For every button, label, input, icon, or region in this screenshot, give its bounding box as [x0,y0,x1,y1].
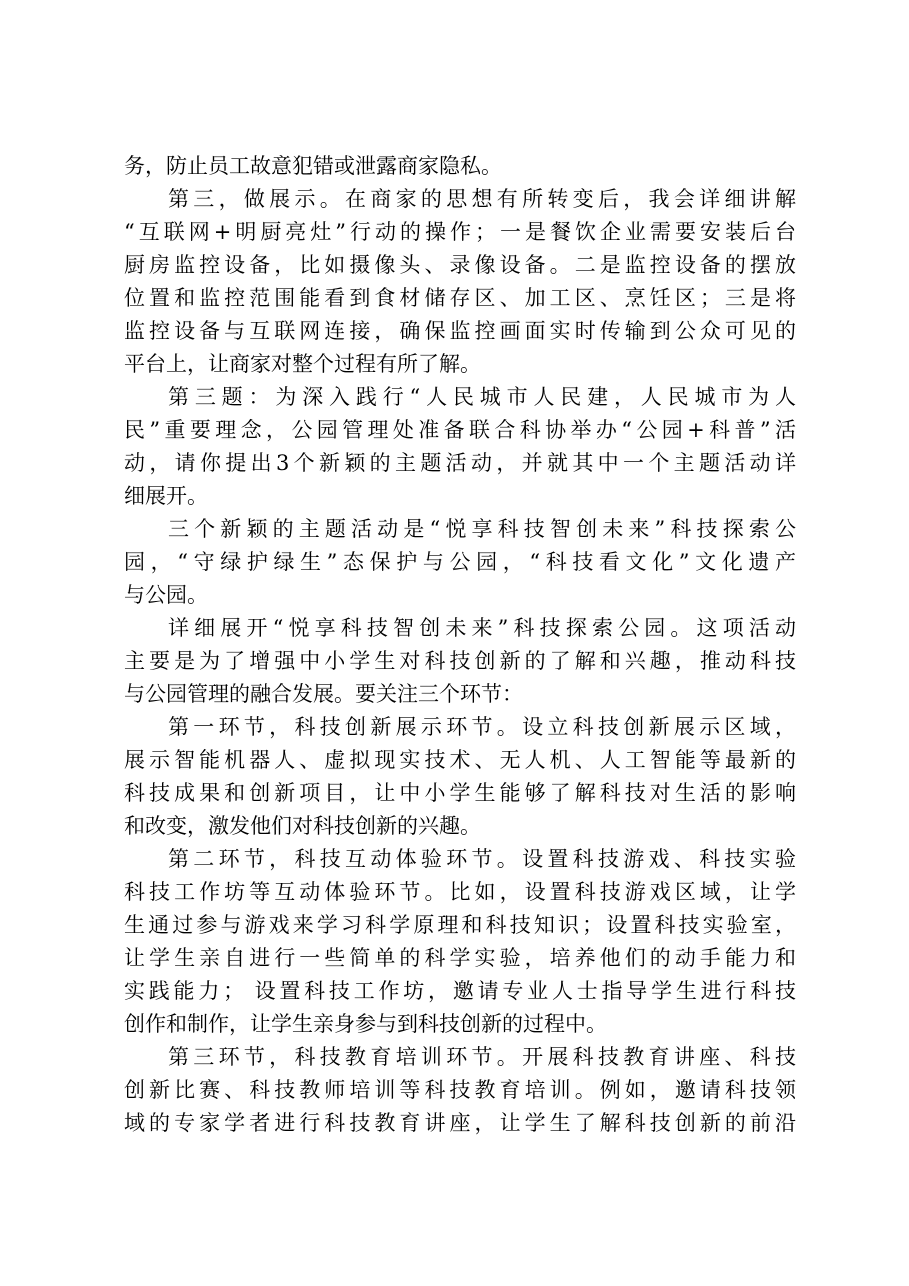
text-line: 细展开。 [124,484,208,508]
text-line: 和改变，激发他们对科技创新的兴趣。 [124,814,481,838]
paragraph-first-line: 第二环节，科技互动体验环节。设置科技游戏、科技实验 [168,847,796,871]
paragraph-first-line: 第三环节，科技教育培训环节。开展科技教育讲座、科技 [168,1045,796,1069]
text-line: 实践能力； 设置科技工作坊，邀请专业人士指导学生进行科技 [124,979,796,1003]
text-line: 展示智能机器人、虚拟现实技术、无人机、人工智能等最新的 [124,748,796,772]
text-line: 厨房监控设备，比如摄像头、录像设备。二是监控设备的摆放 [124,253,796,277]
text-line: “互联网+明厨亮灶”行动的操作；一是餐饮企业需要安装后台 [124,220,796,244]
paragraph-first-line: 第三，做展示。在商家的思想有所转变后，我会详细讲解 [168,187,796,211]
text-line: 生通过参与游戏来学习科学原理和科技知识；设置科技实验室， [124,913,796,937]
text-line: 科技工作坊等互动体验环节。比如，设置科技游戏区域，让学 [124,880,796,904]
paragraph-first-line: 三个新颖的主题活动是“悦享科技智创未来”科技探索公 [168,517,796,541]
text-line: 与公园管理的融合发展。要关注三个环节： [124,682,523,706]
text-line: 与公园。 [124,583,208,607]
text-line: 位置和监控范围能看到食材储存区、加工区、烹饪区；三是将 [124,286,796,310]
text-line: 主要是为了增强中小学生对科技创新的了解和兴趣，推动科技 [124,649,796,673]
text-line: 平台上，让商家对整个过程有所了解。 [124,352,481,376]
paragraph-first-line: 第三题：为深入践行“人民城市人民建，人民城市为人 [168,385,796,409]
paragraph-first-line: 详细展开“悦享科技智创未来”科技探索公园。这项活动 [168,616,796,640]
text-line: 园，“守绿护绿生”态保护与公园，“科技看文化”文化遗产 [124,550,796,574]
text-line: 创作和制作，让学生亲身参与到科技创新的过程中。 [124,1012,607,1036]
text-line: 创新比赛、科技教师培训等科技教育培训。例如，邀请科技领 [124,1078,796,1102]
text-line: 动，请你提出3个新颖的主题活动，并就其中一个主题活动详 [124,451,796,475]
text-line: 科技成果和创新项目，让中小学生能够了解科技对生活的影响 [124,781,796,805]
text-line: 民”重要理念，公园管理处准备联合科协举办“公园+科普”活 [124,418,796,442]
text-line: 务，防止员工故意犯错或泄露商家隐私。 [124,154,502,178]
text-line: 域的专家学者进行科技教育讲座，让学生了解科技创新的前沿 [124,1111,796,1135]
paragraph-first-line: 第一环节，科技创新展示环节。设立科技创新展示区域， [168,715,796,739]
document-page [124,150,796,1140]
text-line: 让学生亲自进行一些简单的科学实验，培养他们的动手能力和 [124,946,796,970]
text-line: 监控设备与互联网连接，确保监控画面实时传输到公众可见的 [124,319,796,343]
